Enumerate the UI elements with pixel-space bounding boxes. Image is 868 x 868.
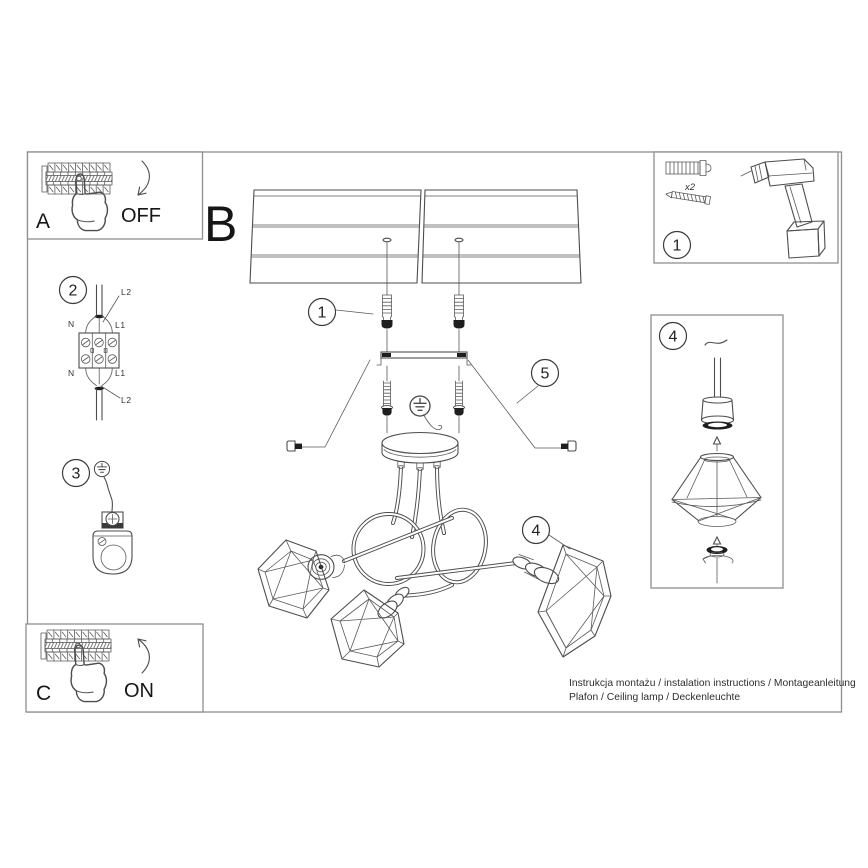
svg-text:2: 2 xyxy=(68,282,78,300)
ceiling-panels xyxy=(250,190,581,283)
label-n-bottom: N xyxy=(68,368,75,378)
svg-text:4: 4 xyxy=(668,328,678,346)
box-shade-assembly xyxy=(651,315,783,588)
box-tools xyxy=(654,152,838,263)
step2-callout xyxy=(60,277,87,304)
step3-callout xyxy=(63,460,90,487)
panel-c xyxy=(26,624,203,712)
svg-text:5: 5 xyxy=(540,365,550,383)
label-l2-bottom: L2 xyxy=(121,395,132,405)
label-l1-bottom: L1 xyxy=(115,368,126,378)
ground-clamp xyxy=(102,512,123,528)
shade-box-callout xyxy=(660,323,687,350)
ground-symbol-icon xyxy=(94,461,109,476)
drill-hole xyxy=(455,238,463,242)
footer-line2: Plafon / Ceiling lamp / Deckenleuchte xyxy=(569,692,741,703)
clamp-bracket xyxy=(93,531,132,574)
svg-text:1: 1 xyxy=(317,304,327,322)
anchor-qty-label: x2 xyxy=(684,182,696,193)
label-l1-top: L1 xyxy=(115,320,126,330)
footer-line1: Instrukcja montażu / instalation instructions / Montageanleitung xyxy=(569,678,856,689)
section-b-label: B xyxy=(204,196,238,252)
svg-text:3: 3 xyxy=(71,465,81,483)
panel-a xyxy=(28,152,203,239)
panel-a-box xyxy=(28,152,203,239)
ground-symbol-icon xyxy=(410,396,430,416)
label-l2-top: L2 xyxy=(121,287,132,297)
svg-text:1: 1 xyxy=(672,237,682,255)
panel-a-state: OFF xyxy=(121,205,161,227)
drill-hole xyxy=(383,238,391,242)
tools-box-callout xyxy=(664,232,691,259)
panel-a-label: A xyxy=(36,210,51,233)
svg-text:4: 4 xyxy=(531,522,541,540)
panel-c-box xyxy=(26,624,203,712)
panel-c-state: ON xyxy=(124,680,154,702)
label-n-top: N xyxy=(68,319,75,329)
panel-c-label: C xyxy=(36,682,52,705)
